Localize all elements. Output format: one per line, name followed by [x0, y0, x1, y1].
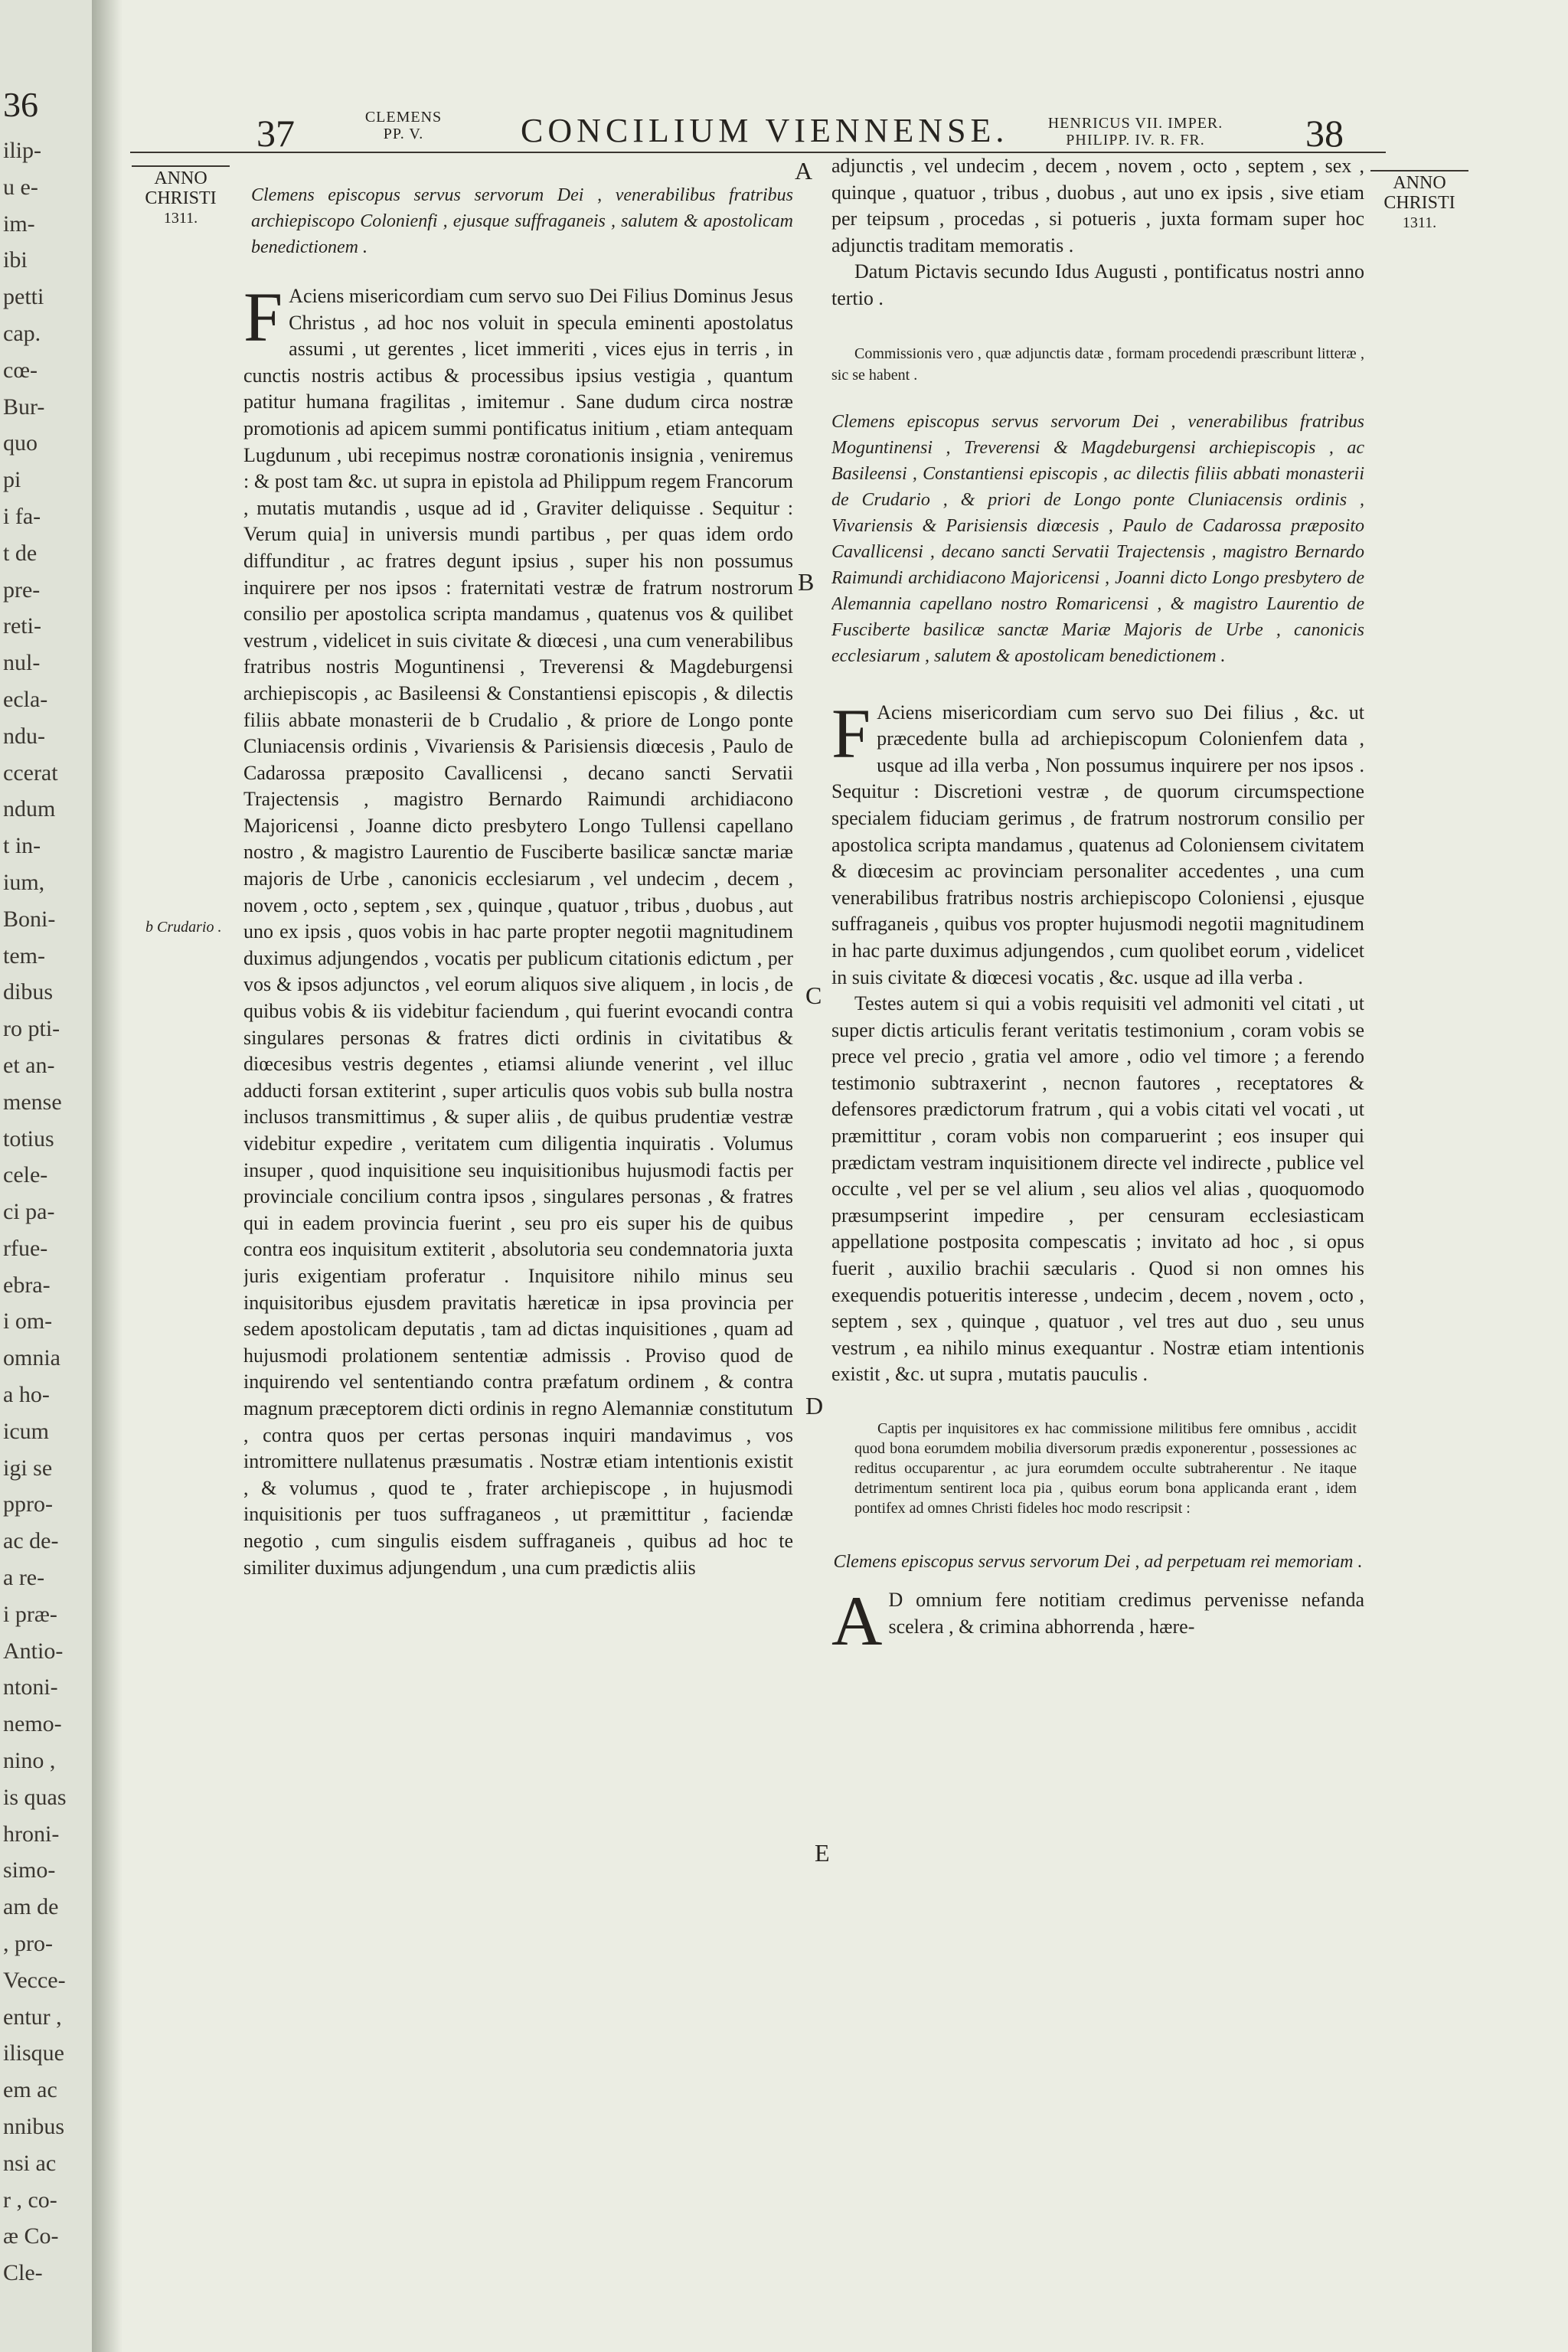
drop-cap: F [243, 278, 283, 356]
previous-page-fragment: ium, [3, 870, 45, 895]
previous-page-fragment: nsi ac [3, 2151, 57, 2176]
section-letter: B [798, 568, 815, 596]
previous-page-fragment: simo- [3, 1857, 56, 1883]
running-head-line: HENRICUS VII. IMPER. [1047, 115, 1223, 132]
previous-page-fragment: dibus [3, 979, 54, 1004]
commission-address: Clemens episcopus servus servorum Dei , venerabilibus fratribus Moguntinensi , Treverensi & Magdeburgensi archiepiscopis , ac Basileensi , Constantiensi episcopis , ac dilectis filiis abbati monasterii de Crudario , & priori de Longo ponte Cluniacensis ordinis , Vivariensis & Parisiensis diœcesis , Paulo de Cadarossa præposito Cavallicensi , decano sancti Servatii Trajectensis , magistro Bernardo Raimundi archidiacono Majoricensi , Joanni dicto Longo presbytero de Alemannia capellano nostro Romaricensi , & magistro Laurentio de Fusciberte basilicæ sanctæ Mariæ Majoris de Urbe , canonicis ecclesiarum , salutem & apostolicam benedictionem . [831, 411, 1364, 666]
previous-page-fragment: a ho- [3, 1382, 50, 1407]
gutter-shadow [92, 0, 122, 2352]
witness-clause: Testes autem si qui a vobis requisiti vel admoniti vel citati , ut super dictis articulis ferant veritatis testimonium , coram vobis se prece vel precio , gratia vel amore , odio vel timore ; a ferendo testimonio subtraxerint , necnon fautores , receptatores & defensores prædictorum fratrum , qui a vobis citati vel vocati , ut præmittitur , coram vobis non comparuerint ; eos insuper qui prædictam vestram inquisitionem directe vel indirecte , publice vel occulte , vel per se vel alium , seu alios vel alias , quoquomodo præsumpserint impedire , per censuram ecclesiasticam appellatione postposita compescatis ; invitato ad hoc , si opus fuerit , auxilio brachii sæcularis . Quod si non omnes his exequendis potueritis interesse , undecim , decem , novem , octo , septem , sex , quinque , quatuor , vel tres aut duo , seu unus vestrum , ea nihilo minus exequantur . Nostræ etiam intentionis existit , &c. ut supra , mutatis pauculis . [831, 992, 1364, 1386]
previous-page-fragment: æ Co- [3, 2223, 59, 2249]
previous-page-fragment: , pro- [3, 1931, 53, 1956]
previous-page-fragment: t in- [3, 833, 41, 858]
previous-page-fragment: totius [3, 1126, 54, 1152]
margin-year-left [132, 165, 230, 228]
previous-page-fragment: ebra- [3, 1272, 51, 1298]
previous-page-fragment: nino , [3, 1748, 56, 1773]
letter-rubric: Clemens episcopus servus servorum Dei , venerabilibus fratribus archiepiscopo Colonienfi , ejusque suffraganeis , salutem & apostolicam benedictionem . [251, 185, 793, 257]
previous-page-fragment: rfue- [3, 1236, 48, 1261]
previous-page-fragment: i præ- [3, 1602, 57, 1627]
bull-body-text: D omnium fere notitiam credimus pervenisse nefanda scelera , & crimina abhorrenda , hære- [888, 1589, 1364, 1638]
bull-address: Clemens episcopus servus servorum Dei , ad perpetuam rei memoriam . [833, 1552, 1363, 1572]
previous-page-fragment: petti [3, 284, 44, 309]
commission-body [831, 694, 1364, 991]
previous-page-fragment: cele- [3, 1162, 48, 1187]
previous-page-fragment: im- [3, 211, 35, 237]
previous-page-fragment: quo [3, 430, 38, 456]
previous-page-fragment: r , co- [3, 2187, 57, 2213]
previous-page-fragment: a re- [3, 1565, 45, 1590]
previous-page-fragment: t de [3, 541, 38, 566]
drop-cap: A [831, 1582, 883, 1660]
margin-year-line: ANNO [154, 168, 207, 188]
margin-year-line: 1311. [1402, 214, 1437, 231]
bull-body [831, 1582, 1364, 1660]
previous-page-fragment: Antio- [3, 1638, 64, 1664]
previous-page-fragment: mense [3, 1089, 62, 1115]
previous-page-fragment: ecla- [3, 687, 48, 712]
editorial-note: Captis per inquisitores ex hac commissione militibus fere omnibus , accidit quod bona eorumdem mobilia diversorum prædis exponerentur , possessiones ac reditus occuparentur , ac jura eorumdem occulte subtraherentur . Ne itaque detrimentum sentirent loca pia , quibus eorum bona applicanda erant , idem pontifex ad omnes Christi fideles hoc modo rescripsit : [854, 1420, 1357, 1517]
continuation-text: adjunctis , vel undecim , decem , novem , octo , septem , sex , quinque , quatuor , tribus , duobus , aut uno ex ipsis , sive etiam per teipsum , procedas , si potueris , juxta formam super hoc adjunctis traditam memoratis . [831, 155, 1364, 256]
previous-page-fragment: et an- [3, 1053, 55, 1078]
previous-page-fragment: ro pti- [3, 1016, 60, 1041]
left-column [243, 182, 793, 2173]
previous-page-fragment: Boni- [3, 906, 56, 932]
previous-page-fragment: u e- [3, 175, 38, 200]
previous-page-fragment: i fa- [3, 504, 41, 529]
letter-body-text: Aciens misericordiam cum servo suo Dei Filius Dominus Jesus Christus , ad hoc nos voluit in specula eminenti apostolatus assumi , ut gerentes , licet immeriti , vices ejus in terris , in cunctis nostris actibus & processibus ipsius vestigia , quantum patitur humana fragilitas , imitemur . Sane dudum circa nostræ promotionis ad apicem summi pontificatus initium , etiam antequam Lugdunum , ubi recepimus nostræ coronationis insignia , veniremus : & post tam &c. ut supra in epistola ad Philippum regem Francorum , mutatis mutandis , usque ad id , Graviter deliquisse . Sequitur : Verum quia] in universis mundi partibus , per quas idem ordo diffunditur , ac fratres degunt ipsius , super his non possumus inquirere per nos ipsos : fraternitati vestræ de fratrum nostrorum consilio per apostolica scripta mandamus , quatenus vos & quilibet vestrum , videlicet in suis civitate & diœcesi , una cum venerabilibus fratribus nostris Moguntinensi , Treverensi & Magdeburgensi archiepiscopis , ac Basileensi & Constantiensi episcopis , & dilectis filiis abbate monasterii de b Crudalio , & priore de Longo ponte Cluniacensis ordinis , Vivariensis & Parisiensis diœcesis , Paulo de Cadarossa præposito Cavallicensi , decano sancti Servatii Trajectensis , magistro Bernardo Raimundi archidiacono Majoricensi , Joanne dicto presbytero Longo Tullensi capellano nostro , & magistro Laurentio de Fusciberte basilicæ sanctæ mariæ majoris de Urbe , canonicis ecclesiarum , vel undecim , decem , novem , octo , septem , sex , quinque , quatuor , tribus , duobus , aut uno ex ipsis , quos vobis in hac parte propter negotii magnitudinem duximus adjungendos , vocatis per publicum citationis edictum , per vos & ipsos adjunctos , vel eorum aliquos sive aliquem , in locis , de quibus vobis & iis videbitur faciendum , qui fuerint evocandi contra singulares personas & fratres dicti ordinis in civitatibus & diœcesibus vestris degentes , etiamsi aliunde venerint , vel illuc adducti forsan extiterint , super articulis quos vobis sub bulla nostra inclusos transmittimus , & super aliis , de quibus prudentiæ vestræ videbitur expedire , veritatem cum diligentia inquiratis . Volumus insuper , quod inquisitione seu inquisitionibus hujusmodi factis per provinciale concilium contra ipsos , singulares personas , & fratres qui in eadem provincia fuerint , seu pro eis super his de quibus contra eos inquisitum extiterit , absolutoria seu condemnatoria juxta juris exigentiam proferatur . Inquisitore nihilo minus seu inquisitoribus ejusdem pravitatis hæreticæ in ipsa provincia per sedem apostolicam deputatis , tam ad dictas inquisitiones , quam ad hujusmodi prolationem sententiæ admissis . Proviso quod de inquirendo vel sententiando contra præfatum ordinem , & contra magnum præceptorem dicti ordinis in regno Alemanniæ constitutum , contra quos per certas personas inquiri mandavimus , vos intromittere nullatenus præsumatis . Nostræ etiam intentionis existit , & volumus , quod te , frater archiepiscope , in hujusmodi inquisitionis per tuos suffraganeos , ut præmittitur , faciendæ negotio , cum singulis eisdem suffraganeis , quibus ad hoc te similiter duximus adjungendum , una cum prædictis aliis [243, 285, 793, 1579]
previous-page-fragment: ndum [3, 796, 56, 822]
previous-page-fragment: ntoni- [3, 1674, 58, 1700]
previous-page-fragment: nemo- [3, 1711, 62, 1736]
previous-page-number: 36 [3, 85, 38, 124]
previous-page-fragment: ndu- [3, 724, 45, 749]
previous-page-fragment: pre- [3, 577, 41, 603]
previous-page-fragment: ccerat [3, 760, 58, 786]
running-head-line: PHILIPP. IV. R. FR. [1066, 132, 1205, 149]
left-page-number: 37 [256, 112, 295, 155]
left-running-head [354, 109, 453, 142]
right-running-head [1024, 115, 1246, 149]
previous-page-fragment: reti- [3, 613, 41, 639]
previous-page-fragment: igi se [3, 1455, 53, 1481]
previous-page-fragment: i om- [3, 1308, 53, 1334]
previous-page-fragment: em ac [3, 2077, 57, 2102]
letter-body [243, 278, 793, 1581]
margin-year-right [1370, 170, 1468, 233]
previous-page-fragment: nul- [3, 650, 41, 675]
running-head-line: CLEMENS [364, 109, 443, 126]
drop-cap: F [831, 694, 871, 773]
right-column [831, 153, 1364, 2190]
previous-page-fragment: ppro- [3, 1491, 53, 1517]
previous-page-fragment: tem- [3, 943, 45, 969]
previous-page-fragment: ilip- [3, 138, 41, 163]
previous-page-fragment: ci pa- [3, 1199, 55, 1224]
previous-page-fragment: icum [3, 1419, 49, 1444]
running-head-line: PP. V. [383, 126, 424, 142]
previous-page-fragment: am de [3, 1894, 59, 1919]
previous-page-fragment: cœ- [3, 358, 38, 383]
commission-body-text: Aciens misericordiam cum servo suo Dei filius , &c. ut præcedente bulla ad archiepiscopum Colonienfem data , usque ad illa verba , Non possumus inquirere per nos ipsos . Sequitur : Discretioni vestræ , de quorum circumspectione specialem fiduciam gerimus , de fratrum nostrorum consilio per apostolica scripta mandamus , quatenus ad Coloniensem civitatem & diœcesim ac provinciam personaliter accedentes , una cum venerabilibus fratribus nostris archiepiscopo Coloniensi , ejusque suffraganeis , quibus vos propter hujusmodi negotii magnitudinem in hac parte duximus adjungendos , cum quolibet eorum , videlicet in suis civitate & diœcesi vocatis , &c. usque ad illa verba . [831, 701, 1364, 988]
previous-page-fragment: hroni- [3, 1821, 60, 1847]
previous-page-fragment: Cle- [3, 2260, 43, 2285]
margin-year-line: CHRISTI [145, 188, 217, 208]
previous-page-fragment: entur , [3, 2004, 62, 2030]
page-title: CONCILIUM VIENNENSE. [521, 112, 1009, 149]
previous-page-fragment: Vecce- [3, 1968, 66, 1993]
margin-year-line: CHRISTI [1383, 193, 1455, 213]
previous-page-fragment: pi [3, 467, 21, 492]
previous-page-fragment: ibi [3, 247, 28, 273]
margin-year-line: ANNO [1393, 173, 1446, 193]
previous-page-fragment: omnia [3, 1345, 60, 1370]
margin-note-crudario: b Crudario . [145, 919, 222, 936]
editorial-rubric: Commissionis vero , quæ adjunctis datæ , formam procedendi præscribunt litteræ , sic se habent . [831, 345, 1364, 384]
previous-page-fragment: ac de- [3, 1528, 59, 1553]
section-letter: E [815, 1839, 830, 1867]
previous-page-fragment: cap. [3, 321, 41, 346]
previous-page-edge [0, 0, 92, 2352]
margin-year-line: 1311. [163, 210, 198, 227]
previous-page-fragment: nnibus [3, 2114, 65, 2139]
section-letter: D [805, 1392, 824, 1419]
previous-page-fragment: Bur- [3, 394, 45, 420]
section-letter: C [805, 982, 822, 1009]
section-letter: A [795, 157, 813, 185]
previous-page-fragment: ilisque [3, 2040, 64, 2066]
previous-page-fragment: is quas [3, 1785, 67, 1810]
right-page-number: 38 [1305, 112, 1344, 155]
dating-clause: Datum Pictavis secundo Idus Augusti , pontificatus nostri anno tertio . [831, 260, 1364, 309]
